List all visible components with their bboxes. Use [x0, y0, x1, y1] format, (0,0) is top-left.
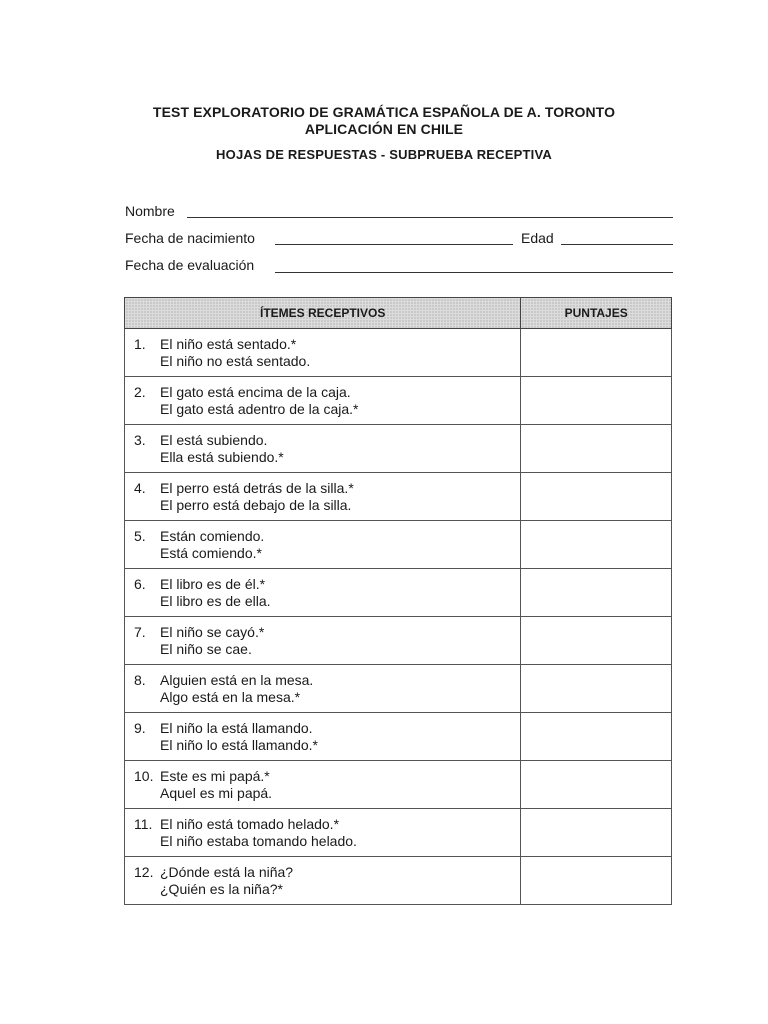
table-row — [125, 713, 672, 761]
option-a: El gato está encima de la caja. — [160, 383, 351, 400]
option-b: Aquel es mi papá. — [160, 784, 273, 801]
option-a: El perro está detrás de la silla.* — [160, 479, 354, 496]
item-number: 5. — [134, 527, 146, 544]
answers-table — [124, 297, 672, 905]
score-cell[interactable] — [521, 473, 672, 521]
table-row — [125, 329, 672, 377]
item-number: 10. — [134, 767, 154, 784]
table-row — [125, 521, 672, 569]
table-row — [125, 665, 672, 713]
score-cell[interactable] — [521, 377, 672, 425]
table-row — [125, 377, 672, 425]
nombre-label: Nombre — [125, 203, 175, 219]
option-a: El niño se cayó.* — [160, 623, 265, 640]
option-a: Alguien está en la mesa. — [160, 671, 314, 688]
nombre-line[interactable] — [187, 217, 673, 218]
option-b: ¿Quién es la niña?* — [160, 880, 283, 897]
table-row — [125, 857, 672, 905]
item-cell — [125, 713, 521, 761]
fecha-evaluacion-row — [125, 254, 673, 281]
item-number: 8. — [134, 671, 146, 688]
score-cell[interactable] — [521, 857, 672, 905]
score-cell[interactable] — [521, 761, 672, 809]
option-b: El gato está adentro de la caja.* — [160, 400, 359, 417]
option-b: El niño estaba tomando helado. — [160, 832, 357, 849]
item-number: 2. — [134, 383, 146, 400]
test-title-line-1: TEST EXPLORATORIO DE GRAMÁTICA ESPAÑOLA DE A. TORONTO — [152, 104, 616, 120]
score-cell[interactable] — [521, 809, 672, 857]
option-b: Ella está subiendo.* — [160, 448, 284, 465]
item-cell — [125, 473, 521, 521]
item-cell — [125, 617, 521, 665]
table-row — [125, 617, 672, 665]
item-number: 3. — [134, 431, 146, 448]
edad-label: Edad — [521, 230, 554, 246]
item-cell — [125, 857, 521, 905]
item-number: 1. — [134, 335, 146, 352]
option-b: Está comiendo.* — [160, 544, 262, 561]
score-cell[interactable] — [521, 569, 672, 617]
option-a: El niño está sentado.* — [160, 335, 297, 352]
score-cell[interactable] — [521, 425, 672, 473]
edad-line[interactable] — [561, 244, 673, 245]
table-row — [125, 809, 672, 857]
option-a: Este es mi papá.* — [160, 767, 270, 784]
score-cell[interactable] — [521, 665, 672, 713]
fecha-evaluacion-label: Fecha de evaluación — [125, 257, 255, 273]
item-cell — [125, 521, 521, 569]
option-b: Algo está en la mesa.* — [160, 688, 301, 705]
option-a: El libro es de él.* — [160, 575, 266, 592]
fecha-nacimiento-row — [125, 227, 673, 254]
score-cell[interactable] — [521, 521, 672, 569]
items-column-header: ÍTEMES RECEPTIVOS — [125, 298, 521, 329]
fecha-nacimiento-line[interactable] — [275, 244, 513, 245]
option-a: El está subiendo. — [160, 431, 268, 448]
fecha-nacimiento-label: Fecha de nacimiento — [125, 230, 255, 246]
option-a: El niño está tomado helado.* — [160, 815, 340, 832]
nombre-row — [125, 200, 673, 227]
table-row — [125, 425, 672, 473]
score-cell[interactable] — [521, 617, 672, 665]
item-number: 11. — [134, 815, 153, 832]
test-subtitle: HOJAS DE RESPUESTAS - SUBPRUEBA RECEPTIVA — [216, 147, 552, 162]
test-title-line-2: APLICACIÓN EN CHILE — [304, 121, 464, 137]
item-cell — [125, 377, 521, 425]
table-row — [125, 569, 672, 617]
option-a: El niño la está llamando. — [160, 719, 313, 736]
option-b: El niño se cae. — [160, 640, 252, 657]
item-cell — [125, 809, 521, 857]
item-number: 4. — [134, 479, 146, 496]
option-a: ¿Dónde está la niña? — [160, 863, 294, 880]
table-row — [125, 761, 672, 809]
item-number: 7. — [134, 623, 146, 640]
fecha-evaluacion-line[interactable] — [275, 272, 673, 273]
option-b: El niño no está sentado. — [160, 352, 311, 369]
scores-column-header: PUNTAJES — [521, 298, 672, 329]
document-header — [0, 104, 768, 163]
item-cell — [125, 329, 521, 377]
score-cell[interactable] — [521, 713, 672, 761]
option-a: Están comiendo. — [160, 527, 265, 544]
score-cell[interactable] — [521, 329, 672, 377]
item-number: 12. — [134, 863, 154, 880]
item-cell — [125, 761, 521, 809]
student-info-form — [125, 200, 673, 281]
option-b: El niño lo está llamando.* — [160, 736, 318, 753]
table-row — [125, 473, 672, 521]
item-cell — [125, 665, 521, 713]
item-cell — [125, 425, 521, 473]
item-number: 6. — [134, 575, 146, 592]
table-header-row — [125, 298, 672, 329]
item-number: 9. — [134, 719, 146, 736]
option-b: El perro está debajo de la silla. — [160, 496, 352, 513]
item-cell — [125, 569, 521, 617]
option-b: El libro es de ella. — [160, 592, 271, 609]
